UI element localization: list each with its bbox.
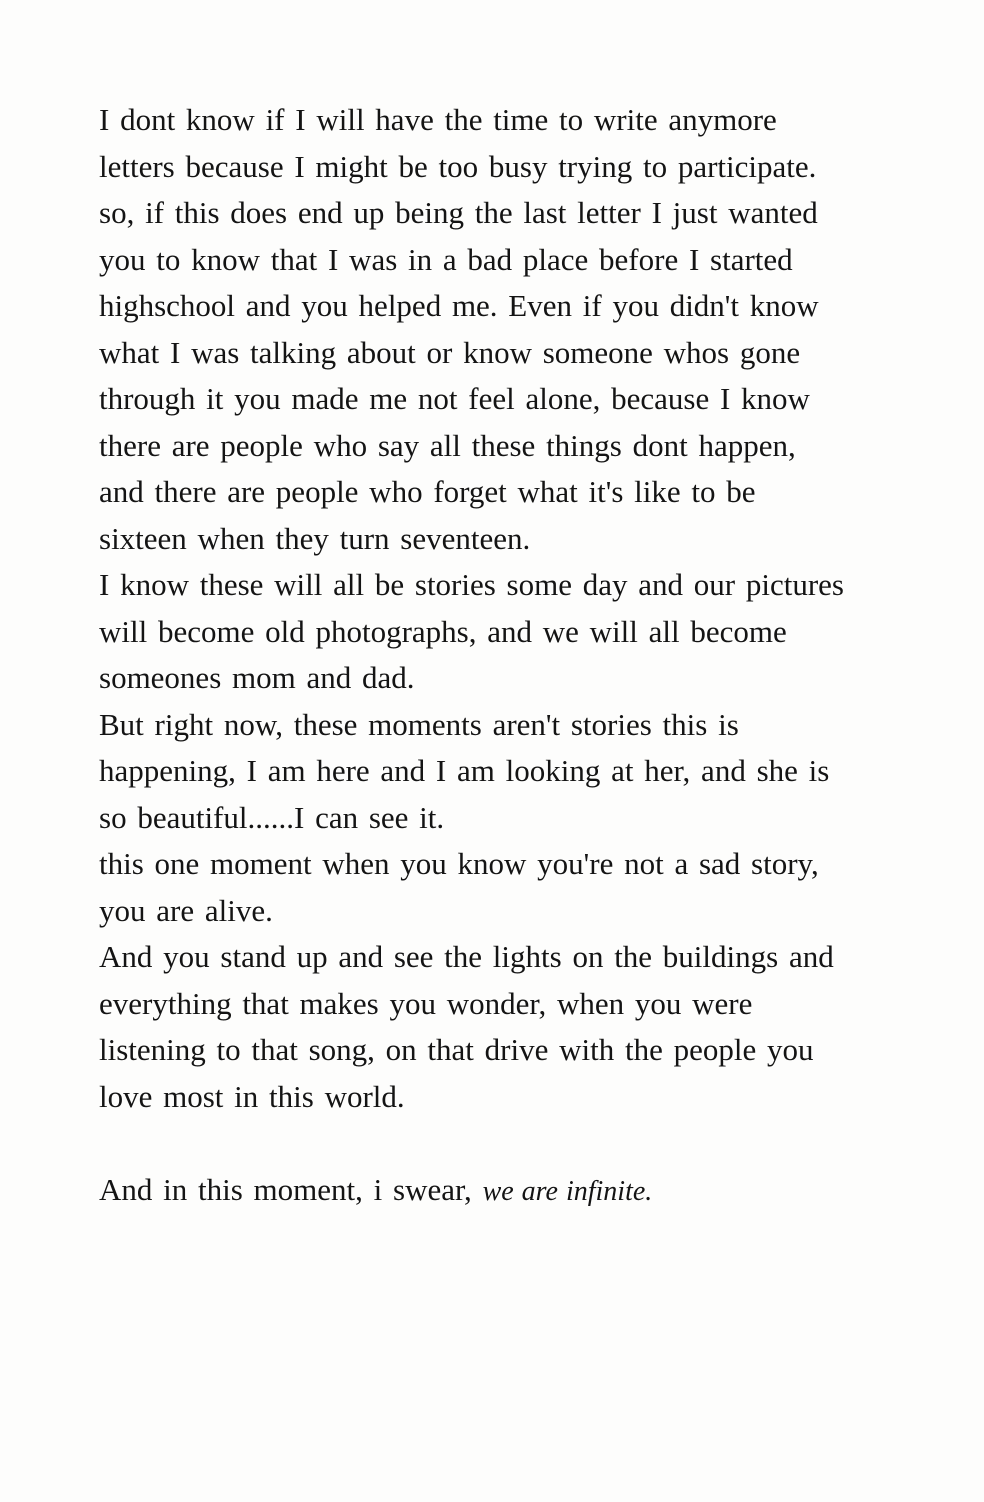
letter-line-6: what I was talking about or know someone whos gone xyxy=(99,334,801,370)
letter-line-14: But right now, these moments aren't stories this is xyxy=(99,706,739,742)
letter-line-22: love most in this world. xyxy=(99,1078,405,1114)
letter-line-19: And you stand up and see the lights on the buildings and xyxy=(99,939,834,974)
letter-line-18: you are alive. xyxy=(99,892,273,928)
letter-line-11: I know these will all be stories some day and our pictures xyxy=(99,567,844,602)
letter-line-16: so beautiful......I can see it. xyxy=(99,799,445,835)
letter-line-15: happening, I am here and I am looking at her, and she is xyxy=(99,753,830,788)
letter-line-20: everything that makes you wonder, when you were xyxy=(99,985,753,1021)
letter-line-7: through it you made me not feel alone, because I know xyxy=(99,381,810,416)
letter-line-2: letters because I might be too busy trying to participate. xyxy=(99,148,817,184)
letter-line-21: listening to that song, on that drive with the people you xyxy=(99,1032,814,1067)
letter-line-17: this one moment when you know you're not a sad story, xyxy=(99,846,819,881)
letter-line-10: sixteen when they turn seventeen. xyxy=(99,520,531,556)
closing-text: And in this moment, i swear, xyxy=(99,1171,472,1207)
letter-line-1: I dont know if I will have the time to write anymore xyxy=(99,102,777,137)
letter-line-3: so, if this does end up being the last letter I just wanted xyxy=(99,195,818,230)
letter-line-12: will become old photographs, and we will all become xyxy=(99,613,787,649)
closing-emphasis: we are infinite. xyxy=(482,1175,653,1207)
paragraph-spacer xyxy=(99,1120,984,1167)
letter-line-5: highschool and you helped me. Even if you didn't know xyxy=(99,288,819,323)
letter-line-13: someones mom and dad. xyxy=(99,660,415,695)
closing-line xyxy=(99,1167,984,1214)
letter-line-4: you to know that I was in a bad place before I started xyxy=(99,241,793,277)
letter-line-8: there are people who say all these things dont happen, xyxy=(99,427,796,463)
letter-line-9: and there are people who forget what it's like to be xyxy=(99,474,756,509)
